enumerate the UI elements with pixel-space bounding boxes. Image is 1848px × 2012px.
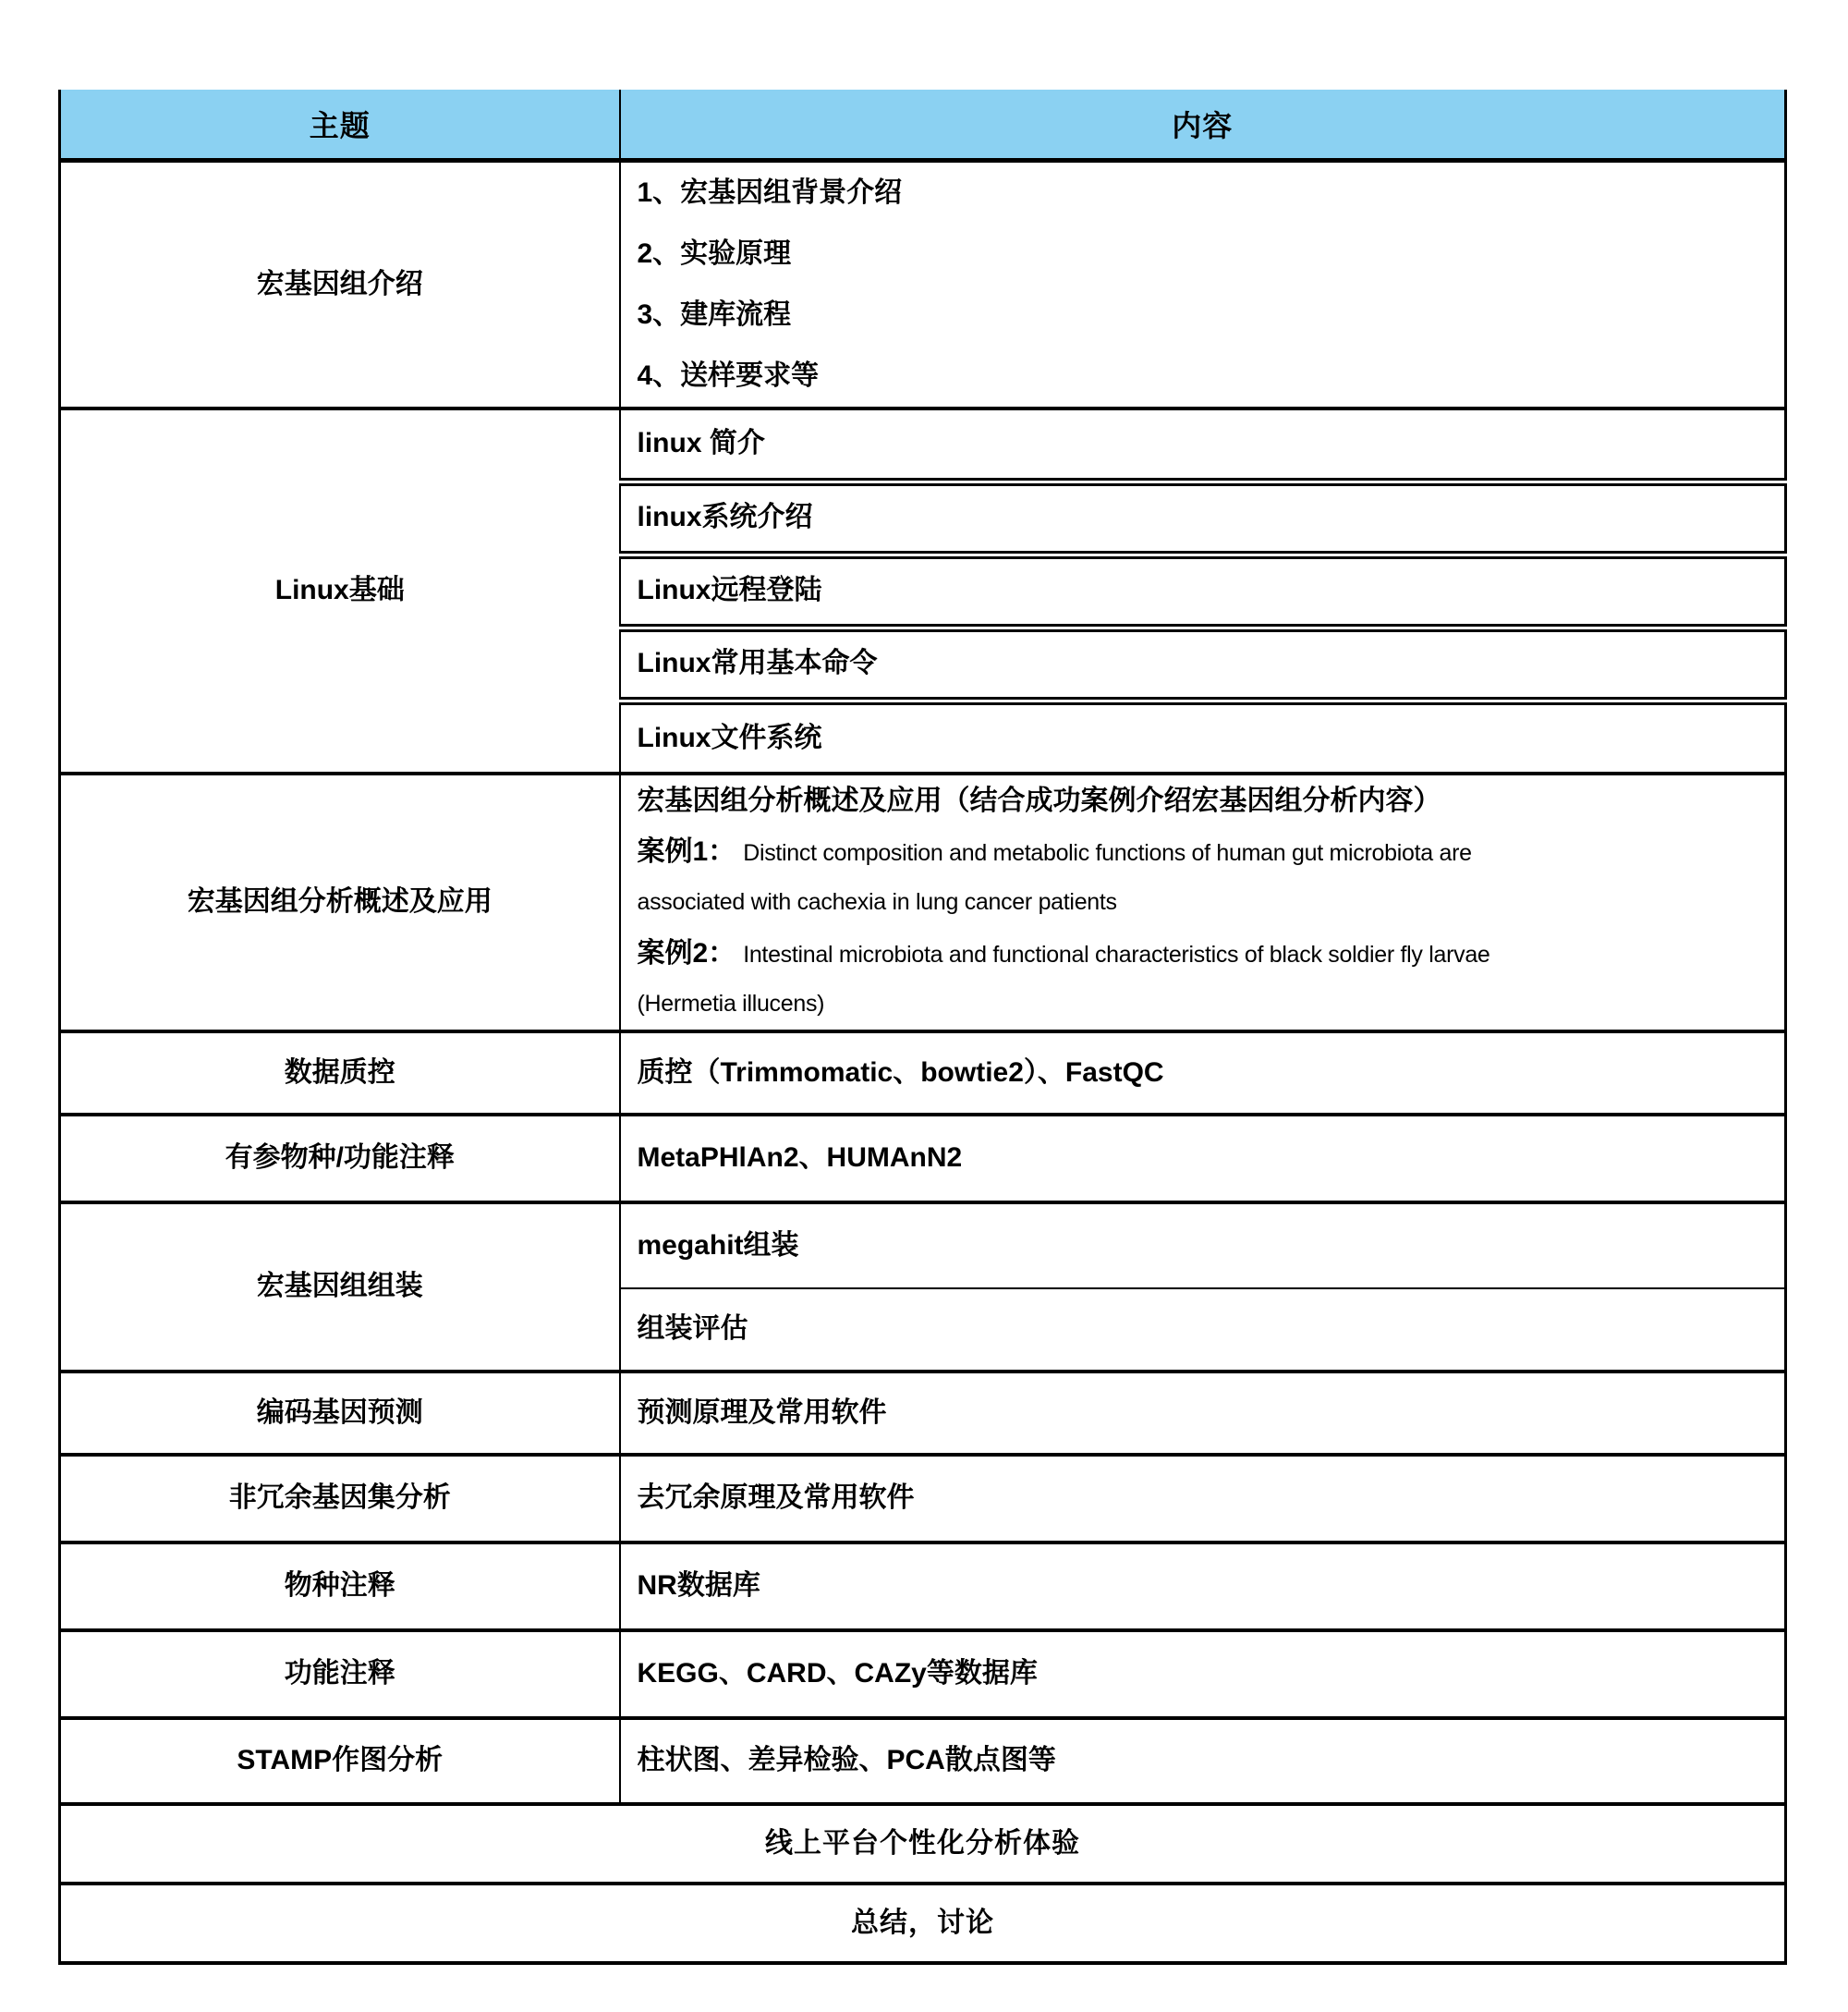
content-cell-assembly-1: megahit组装 (620, 1202, 1786, 1288)
row-linux-1 (60, 408, 1786, 482)
content-cell-linux-5: Linux文件系统 (620, 701, 1786, 774)
topic-cell-overview: 宏基因组分析概述及应用 (60, 774, 620, 1031)
content-cell-qc: 质控（Trimmomatic、bowtie2）、FastQC (620, 1031, 1786, 1115)
case1-text-2: associated with cachexia in lung cancer patients (637, 889, 1117, 915)
row-ref-annotation (60, 1115, 1786, 1202)
row-stamp (60, 1718, 1786, 1804)
row-species-annotation (60, 1543, 1786, 1630)
footer-cell-summary: 总结，讨论 (60, 1884, 1786, 1963)
content-cell-gene-prediction: 预测原理及常用软件 (620, 1372, 1786, 1455)
content-cell-linux-1: linux 简介 (620, 408, 1786, 482)
overview-intro-line: 宏基因组分析概述及应用（结合成功案例介绍宏基因组分析内容） (637, 786, 1441, 816)
page (58, 90, 1784, 1965)
content-cell-nr-geneset: 去冗余原理及常用软件 (620, 1455, 1786, 1543)
content-cell-species-annotation: NR数据库 (620, 1543, 1786, 1630)
row-online-platform (60, 1804, 1786, 1884)
topic-cell-linux: Linux基础 (60, 408, 620, 774)
content-cell-ref-annotation: MetaPHlAn2、HUMAnN2 (620, 1115, 1786, 1202)
content-cell-linux-2: linux系统介绍 (620, 482, 1786, 555)
topic-cell-qc: 数据质控 (60, 1031, 620, 1115)
row-assembly-1 (60, 1202, 1786, 1288)
topic-cell-assembly: 宏基因组组装 (60, 1202, 620, 1372)
intro-line-4: 4、送样要求等 (637, 360, 820, 391)
overview-case2-line (638, 928, 1785, 979)
case2-text-2: (Hermetia illucens) (637, 991, 825, 1017)
row-intro (60, 161, 1786, 409)
content-cell-intro (620, 161, 1786, 409)
intro-line-1: 1、宏基因组背景介绍 (637, 177, 903, 208)
case1-text-1: Distinct composition and metabolic functions of human gut microbiota are (743, 840, 1472, 866)
topic-cell-intro: 宏基因组介绍 (60, 161, 620, 409)
content-cell-linux-4: Linux常用基本命令 (620, 628, 1786, 701)
intro-line-2: 2、实验原理 (637, 238, 792, 269)
content-cell-overview (620, 774, 1786, 1031)
topic-cell-species-annotation: 物种注释 (60, 1543, 620, 1630)
row-function-annotation (60, 1630, 1786, 1718)
row-nr-geneset (60, 1455, 1786, 1543)
content-cell-stamp: 柱状图、差异检验、PCA散点图等 (620, 1718, 1786, 1804)
topic-cell-gene-prediction: 编码基因预测 (60, 1372, 620, 1455)
case2-label: 案例2： (637, 938, 736, 969)
intro-line-3: 3、建库流程 (637, 299, 792, 330)
content-cell-linux-3: Linux远程登陆 (620, 555, 1786, 628)
row-gene-prediction (60, 1372, 1786, 1455)
course-schedule-table (58, 90, 1787, 1965)
table-header-row (60, 90, 1786, 161)
case2-text-1: Intestinal microbiota and functional characteristics of black soldier fly larvae (743, 942, 1490, 968)
content-cell-function-annotation: KEGG、CARD、CAZy等数据库 (620, 1630, 1786, 1718)
case1-label: 案例1： (637, 836, 736, 867)
header-topic: 主题 (60, 90, 620, 161)
topic-cell-nr-geneset: 非冗余基因集分析 (60, 1455, 620, 1543)
footer-cell-online-platform: 线上平台个性化分析体验 (60, 1804, 1786, 1884)
topic-cell-function-annotation: 功能注释 (60, 1630, 620, 1718)
row-summary (60, 1884, 1786, 1963)
header-content: 内容 (620, 90, 1786, 161)
topic-cell-ref-annotation: 有参物种/功能注释 (60, 1115, 620, 1202)
topic-cell-stamp: STAMP作图分析 (60, 1718, 620, 1804)
overview-case1-line (638, 826, 1785, 877)
row-qc (60, 1031, 1786, 1115)
content-cell-assembly-2: 组装评估 (620, 1288, 1786, 1372)
row-overview (60, 774, 1786, 1031)
